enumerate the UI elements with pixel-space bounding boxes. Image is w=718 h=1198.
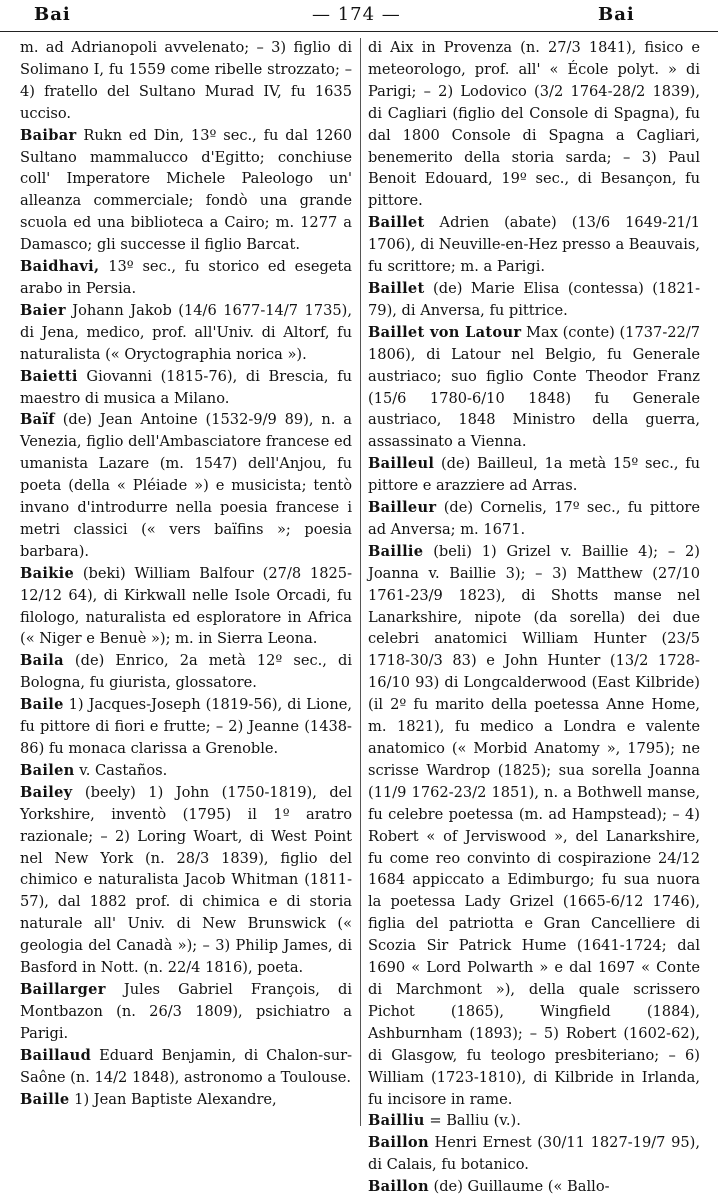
entry-text: (beki) William Balfour (27/8 1825-12/12 64), di Kirkwall nelle Isole Orcadi, fu filologo, naturalista ed esploratore in Africa (« Niger e Benuè »); m. in Sierra Leona. bbox=[20, 564, 352, 648]
headword: Baillet von Latour bbox=[368, 323, 522, 341]
entry-text: Max (conte) (1737-22/7 1806), di Latour nel Belgio, fu Generale austriaco; suo figlio Conte Theodor Franz (15/6 1780-6/10 1848) fu Generale austriaco, 1848 Ministro della guerra, assassinato a Vienna. bbox=[368, 323, 701, 451]
headword: Baillet bbox=[368, 279, 425, 297]
entry-text: di Aix in Provenza (n. 27/3 1841), fisico e meteorologo, prof. all' « École polyt. » di Parigi; – 2) Lodovico (3/2 1764-28/2 1839), di Cagliari (figlio del Console di Spagna), fu dal 1800 Console di Spagna a Cagliari, benemerito della storia sarda; – 3) Paul Benoit Edouard, 19º sec., di Besançon, fu pittore. bbox=[368, 39, 700, 210]
dictionary-entry bbox=[368, 1176, 700, 1198]
dictionary-entry bbox=[368, 497, 700, 541]
headword: Baïf bbox=[20, 411, 55, 429]
headword: Bailey bbox=[20, 783, 73, 801]
entry-text: Rukn ed Din, 13º sec., fu dal 1260 Sultano mammalucco d'Egitto; conchiuse coll' Imperatore Michele Paleologo un' alleanza commerciale; fondò una grande scuola ed una biblioteca a Cairo; m. 1277 a Damasco; gli successe il figlio Barcat. bbox=[20, 126, 352, 254]
headword: Baidhavi, bbox=[20, 258, 100, 276]
dictionary-entry bbox=[20, 782, 352, 979]
entry-text: (de) Guillaume (« Ballo- bbox=[433, 1178, 610, 1196]
dictionary-entry bbox=[20, 300, 352, 366]
dictionary-entry bbox=[20, 256, 352, 300]
entry-text: Adrien (abate) (13/6 1649-21/1 1706), di Neuville-en-Hez presso a Beauvais, fu scrittore; m. a Parigi. bbox=[368, 214, 700, 276]
headword: Bailleur bbox=[368, 499, 437, 517]
entry-text: (beely) 1) John (1750-1819), del Yorkshire, inventò (1795) il 1º aratro razionale; – 2) Loring Woart, di West Point nel New York (n. 28/3 1839), figlio del chimico e naturalista Jacob Whitman (1811-57), dal 1882 prof. di chimica e di storia naturale all' Univ. di New Brunswick (« geologia del Canadà »); – 3) Philip James, di Basford in Nott. (n. 22/4 1816), poeta. bbox=[20, 783, 352, 977]
dictionary-entry bbox=[20, 1089, 352, 1111]
headword: Bailen bbox=[20, 761, 75, 779]
headword: Baile bbox=[20, 696, 64, 714]
dictionary-entry bbox=[368, 541, 700, 1111]
entry-text: = Balliu (v.). bbox=[429, 1112, 521, 1130]
entry-continuation bbox=[368, 37, 700, 212]
dictionary-entry bbox=[368, 322, 700, 453]
dictionary-entry bbox=[20, 1045, 352, 1089]
dictionary-entry bbox=[368, 212, 700, 278]
running-head-left: Bai bbox=[34, 4, 71, 25]
dictionary-entry bbox=[20, 979, 352, 1045]
entry-text: Henri Ernest (30/11 1827-19/7 95), di Calais, fu botanico. bbox=[368, 1134, 700, 1174]
entry-text: Jules Gabriel François, di Montbazon (n. 26/3 1809), psichiatro a Parigi. bbox=[20, 980, 353, 1042]
headword: Baillie bbox=[368, 542, 424, 560]
entry-text: Eduard Benjamin, di Chalon-sur-Saône (n. 14/2 1848), astronomo a Toulouse. bbox=[20, 1046, 352, 1086]
headword: Baila bbox=[20, 652, 64, 670]
entry-text: v. Castaños. bbox=[79, 761, 168, 779]
entry-text: 1) Jean Baptiste Alexandre, bbox=[74, 1090, 277, 1108]
page-number: — 174 — bbox=[312, 4, 401, 25]
page-header bbox=[0, 0, 718, 32]
entry-text: Johann Jakob (14/6 1677-14/7 1735), di Jena, medico, prof. all'Univ. di Altorf, fu naturalista (« Oryctographia norica »). bbox=[20, 301, 352, 363]
entry-text: (beli) 1) Grizel v. Baillie 4); – 2) Joanna v. Baillie 3); – 3) Matthew (27/10 1761-23/9 1823), di Shotts manse nel Lanarkshire, nipote (da sorella) dei due celebri anatomici William Hunter (23/5 1718-30/3 83) e John Hunter (13/2 1728-16/10 93) di Longcalderwood (East Kilbride) (il 2º fu marito della poetessa Anne Home, m. 1821), fu medico a Londra e valente anatomico (« Morbid Anatomy », 1795); ne scrisse Wardrop (1825); sua sorella Joanna (11/9 1762-23/2 1851), n. a Bothwell manse, fu celebre poetessa (m. ad Hampstead); – 4) Robert « of Jerviswood », del Lanarkshire, fu come reo convinto di cospirazione 24/12 1684 appiccato a Edimburgo; fu sua nuora la poetessa Lady Grizel (1665-6/12 1746), figlia del patriotta e Gran Cancelliere di Scozia Sir Patrick Hume (1641-1724; dal 1690 « Lord Polwarth » e dal 1697 « Conte di Marchmont »), della quale scrissero Pichot (1865), Wingfield (1884), Ashburnham (1893); – 5) Robert (1602-62), di Glasgow, fu teologo presbiteriano; – 6) William (1723-1810), di Kilbride in Irlanda, fu incisore in rame. bbox=[368, 542, 700, 1108]
dictionary-entry bbox=[368, 278, 700, 322]
headword: Baibar bbox=[20, 126, 77, 144]
dictionary-entry bbox=[368, 1110, 700, 1132]
headword: Bailliu bbox=[368, 1112, 425, 1130]
headword: Baille bbox=[20, 1090, 70, 1108]
dictionary-entry bbox=[20, 760, 352, 782]
column-divider bbox=[360, 38, 361, 1126]
dictionary-entry bbox=[20, 694, 352, 760]
dictionary-entry bbox=[368, 453, 700, 497]
dictionary-entry bbox=[20, 366, 352, 410]
headword: Baillaud bbox=[20, 1046, 92, 1064]
headword: Baillon bbox=[368, 1134, 429, 1152]
entry-text: (de) Marie Elisa (contessa) (1821-79), di Anversa, fu pittrice. bbox=[368, 279, 701, 319]
entry-text: (de) Cornelis, 17º sec., fu pittore ad Anversa; m. 1671. bbox=[368, 499, 701, 538]
headword: Baillet bbox=[368, 214, 425, 232]
dictionary-entry bbox=[20, 409, 352, 562]
running-head-right: Bai bbox=[598, 4, 635, 25]
headword: Baikie bbox=[20, 564, 75, 582]
dictionary-entry bbox=[20, 563, 352, 651]
headword: Baietti bbox=[20, 367, 78, 385]
dictionary-entry bbox=[20, 650, 352, 694]
entry-text: Giovanni (1815-76), di Brescia, fu maestro di musica a Milano. bbox=[20, 367, 353, 407]
entry-text: 13º sec., fu storico ed esegeta arabo in Persia. bbox=[20, 258, 352, 297]
headword: Bailleul bbox=[368, 455, 435, 473]
entry-text: 1) Jacques-Joseph (1819-56), di Lione, fu pittore di fiori e frutte; – 2) Jeanne (1438-86) fu monaca clarissa a Grenoble. bbox=[20, 696, 352, 757]
headword: Baier bbox=[20, 301, 66, 319]
headword: Baillarger bbox=[20, 980, 106, 998]
entry-text: (de) Jean Antoine (1532-9/9 89), n. a Venezia, figlio dell'Ambasciatore francese ed umanista Lazare (m. 1547) dell'Anjou, fu poeta (della « Pléiade ») e musicista; tentò invano d'introdurre nella poesia francese i metri classici (« vers baïfins »; poesia barbara). bbox=[20, 411, 352, 560]
entry-continuation bbox=[20, 37, 352, 125]
dictionary-entry bbox=[20, 125, 352, 256]
dictionary-entry bbox=[368, 1132, 700, 1176]
entry-text: (de) Enrico, 2a metà 12º sec., di Bologna, fu giurista, glossatore. bbox=[20, 652, 353, 692]
entry-text: m. ad Adrianopoli avvelenato; – 3) figlio di Solimano I, fu 1559 come ribelle strozzato; – 4) fratello del Sultano Murad IV, fu 1635 ucciso. bbox=[20, 39, 352, 122]
headword: Baillon bbox=[368, 1178, 429, 1196]
right-column bbox=[368, 37, 701, 1196]
left-column bbox=[20, 37, 352, 1127]
entry-text: (de) Bailleul, 1a metà 15º sec., fu pittore e arazziere ad Arras. bbox=[368, 455, 700, 495]
